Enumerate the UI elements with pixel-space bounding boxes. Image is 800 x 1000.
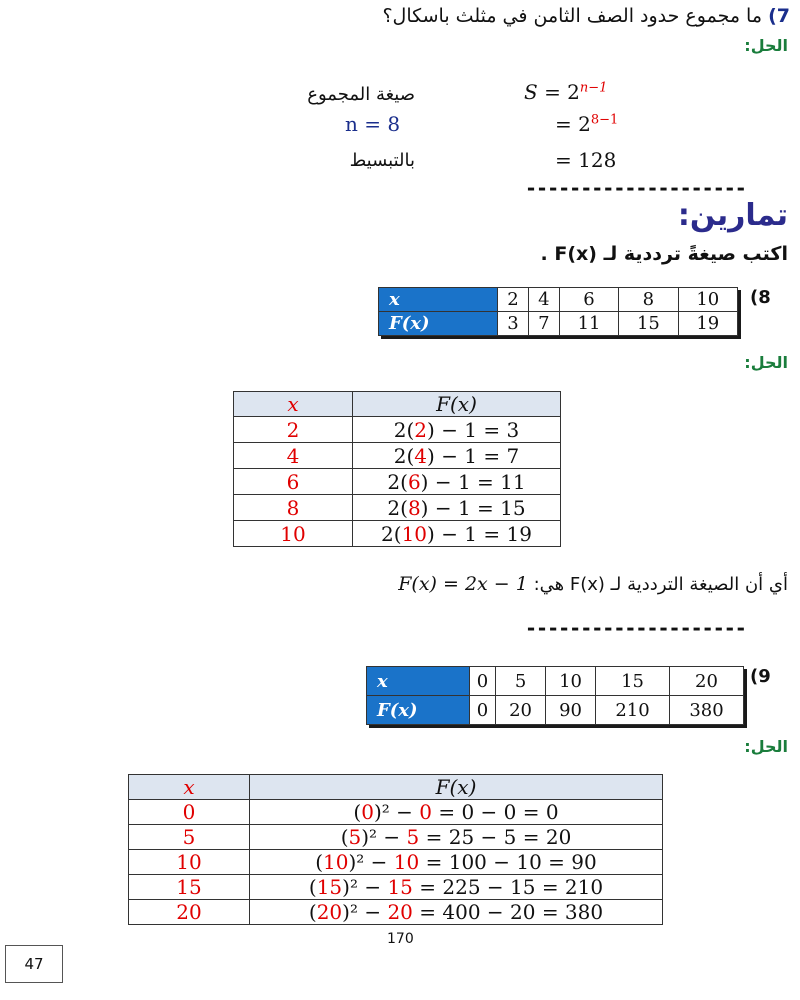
question-8-number: (8 <box>750 287 771 308</box>
question-7 <box>10 5 790 27</box>
header-fx: F(x) <box>367 696 470 725</box>
step-eq: = 2 <box>555 112 591 136</box>
step-3 <box>555 148 616 172</box>
x-cell: 4 <box>528 288 559 312</box>
fx-cell: 15 <box>619 312 678 336</box>
row-fx: (15)² − 15 = 225 − 15 = 210 <box>250 875 663 900</box>
row-x: 6 <box>234 469 353 495</box>
fx-cell: 11 <box>559 312 618 336</box>
row-fx: 2(2) − 1 = 3 <box>353 417 561 443</box>
x-cell: 0 <box>470 667 496 696</box>
row-x: 10 <box>234 521 353 547</box>
x-cell: 2 <box>498 288 529 312</box>
row-x: 15 <box>129 875 250 900</box>
fx-cell: 3 <box>498 312 529 336</box>
row-x: 5 <box>129 825 250 850</box>
exercises-title: تمارين: <box>677 198 788 233</box>
step-1 <box>524 80 607 104</box>
question-text: ما مجموع حدود الصف الثامن في مثلث باسكال؟ <box>382 5 763 27</box>
x-cell: 20 <box>670 667 744 696</box>
header-x: x <box>379 288 498 312</box>
x-cell: 6 <box>559 288 618 312</box>
row-fx: (5)² − 5 = 25 − 5 = 20 <box>250 825 663 850</box>
row-fx: 2(6) − 1 = 11 <box>353 469 561 495</box>
header-x: x <box>129 775 250 800</box>
step-3-note: بالتبسيط <box>349 150 415 171</box>
fx-cell: 20 <box>496 696 546 725</box>
q8-conclusion <box>318 573 788 595</box>
fx-cell: 0 <box>470 696 496 725</box>
step-exponent: n−1 <box>579 80 608 96</box>
row-fx: (0)² − 0 = 0 − 0 = 0 <box>250 800 663 825</box>
x-cell: 10 <box>678 288 737 312</box>
q9-given-table <box>366 666 744 725</box>
step-lhs: S <box>524 80 538 104</box>
separator-line: -------------------- <box>525 176 746 200</box>
step-2-note: n = 8 <box>345 112 401 136</box>
x-cell: 5 <box>496 667 546 696</box>
fx-cell: 7 <box>528 312 559 336</box>
row-x: 0 <box>129 800 250 825</box>
row-x: 20 <box>129 900 250 925</box>
x-cell: 15 <box>596 667 670 696</box>
x-cell: 10 <box>546 667 596 696</box>
exercises-instruction: اكتب صيغةً ترددية لـ F(x) . <box>540 243 788 265</box>
header-fx: F(x) <box>353 392 561 417</box>
header-fx: F(x) <box>250 775 663 800</box>
header-x: x <box>234 392 353 417</box>
page-number-box: 47 <box>5 945 63 983</box>
step-eq: = 2 <box>544 80 580 104</box>
row-x: 2 <box>234 417 353 443</box>
fx-cell: 380 <box>670 696 744 725</box>
row-fx: (10)² − 10 = 100 − 10 = 90 <box>250 850 663 875</box>
row-fx: 2(4) − 1 = 7 <box>353 443 561 469</box>
fx-cell: 19 <box>678 312 737 336</box>
fx-cell: 210 <box>596 696 670 725</box>
q8-given-table <box>378 287 738 336</box>
solution-label: الحل: <box>744 353 788 372</box>
recursive-formula: F(x) = 2x − 1 <box>398 573 528 595</box>
question-9-number: (9 <box>750 666 771 687</box>
page-number: 170 <box>387 931 414 947</box>
step-2 <box>555 112 618 136</box>
row-fx: (20)² − 20 = 400 − 20 = 380 <box>250 900 663 925</box>
question-number: 7) <box>768 5 790 27</box>
separator-line: -------------------- <box>525 616 746 640</box>
row-x: 10 <box>129 850 250 875</box>
fx-cell: 90 <box>546 696 596 725</box>
x-cell: 8 <box>619 288 678 312</box>
step-eq: = 128 <box>555 148 617 172</box>
solution-label: الحل: <box>744 737 788 756</box>
q8-solution-table <box>233 391 561 547</box>
step-exponent: 8−1 <box>590 112 619 128</box>
q9-solution-table <box>128 774 663 925</box>
row-fx: 2(10) − 1 = 19 <box>353 521 561 547</box>
row-x: 8 <box>234 495 353 521</box>
header-fx: F(x) <box>379 312 498 336</box>
step-1-note: صيغة المجموع <box>307 84 415 105</box>
solution-label: الحل: <box>744 36 788 55</box>
row-x: 4 <box>234 443 353 469</box>
conclusion-text: أي أن الصيغة الترددية لـ F(x) هي: <box>533 574 788 595</box>
header-x: x <box>367 667 470 696</box>
row-fx: 2(8) − 1 = 15 <box>353 495 561 521</box>
